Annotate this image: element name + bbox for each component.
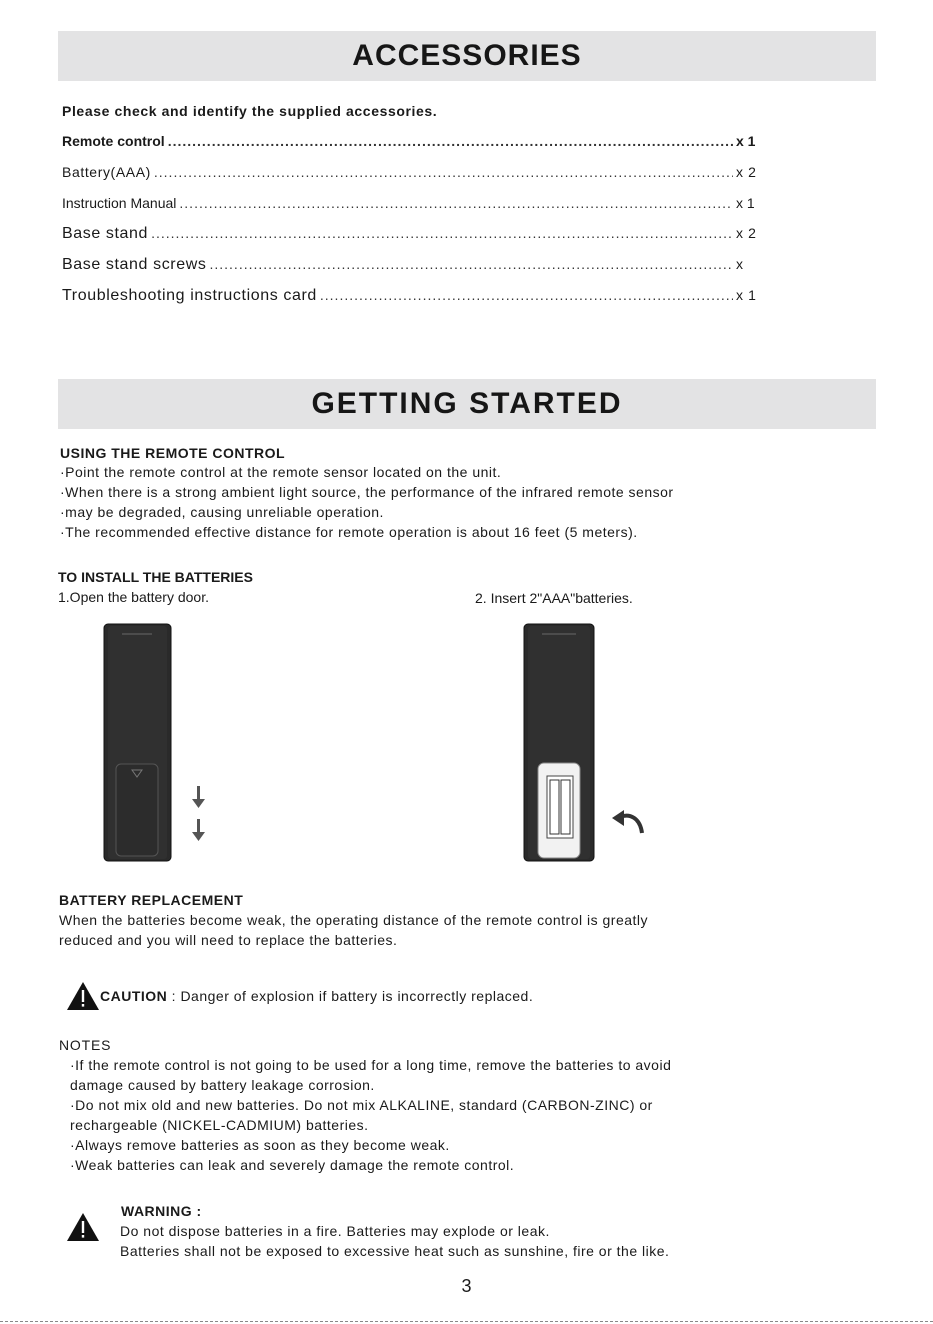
arrow-down-icon — [192, 786, 205, 808]
accessory-qty: x 2 — [736, 164, 757, 180]
note-line: damage caused by battery leakage corrosion. — [70, 1077, 375, 1093]
warning-text — [120, 1221, 669, 1261]
replacement-heading: BATTERY REPLACEMENT — [59, 892, 244, 908]
accessory-name: Base stand screws — [62, 256, 207, 273]
notes-list — [70, 1055, 671, 1175]
battery-step-2: 2. Insert 2"AAA"batteries. — [475, 590, 633, 606]
note-line: ·Do not mix old and new batteries. Do not mix ALKALINE, standard (CARBON-ZINC) or — [70, 1097, 653, 1113]
getting-started-title: GETTING STARTED — [58, 379, 876, 429]
replacement-line: reduced and you will need to replace the batteries. — [59, 932, 398, 948]
note-line: ·Always remove batteries as soon as they become weak. — [70, 1137, 450, 1153]
accessory-item — [62, 133, 762, 149]
accessory-name: Instruction Manual — [62, 195, 177, 211]
replacement-line: When the batteries become weak, the operating distance of the remote control is greatly — [59, 912, 649, 928]
note-line: rechargeable (NICKEL-CADMIUM) batteries. — [70, 1117, 369, 1133]
warning-line: Batteries shall not be exposed to excessive heat such as sunshine, fire or the like. — [120, 1243, 670, 1259]
remote-back-illustration — [100, 620, 220, 865]
accessory-qty: x 2 — [736, 225, 757, 241]
caution-label: CAUTION — [100, 988, 168, 1004]
warning-triangle-icon — [66, 1212, 100, 1242]
accessory-name: Battery(AAA) — [62, 164, 151, 180]
replacement-text — [59, 910, 648, 950]
remote-line: ·Point the remote control at the remote sensor located on the unit. — [60, 464, 502, 480]
accessory-qty: x — [736, 256, 744, 272]
notes-heading: NOTES — [59, 1037, 112, 1053]
warning-line: Do not dispose batteries in a fire. Batteries may explode or leak. — [120, 1223, 550, 1239]
remote-line: ·may be degraded, causing unreliable operation. — [60, 504, 384, 520]
accessory-qty: x 1 — [736, 133, 756, 149]
accessory-name: Base stand — [62, 225, 149, 242]
dot-leader — [154, 164, 733, 180]
accessory-item — [62, 225, 762, 243]
accessory-item — [62, 164, 762, 180]
dot-leader — [168, 133, 733, 149]
dot-leader — [151, 225, 733, 241]
caution-text: : Danger of explosion if battery is incorrectly replaced. — [167, 988, 534, 1004]
accessories-intro: Please check and identify the supplied accessories. — [62, 103, 438, 119]
battery-step-1: 1.Open the battery door. — [58, 589, 209, 605]
page-bottom-rule — [0, 1321, 933, 1322]
accessories-title: ACCESSORIES — [58, 31, 876, 81]
note-line: ·If the remote control is not going to be used for a long time, remove the batteries to avoid — [70, 1057, 672, 1073]
accessory-item — [62, 256, 762, 274]
accessory-qty: x 1 — [736, 287, 757, 303]
warning-label: WARNING : — [121, 1203, 202, 1219]
remote-line: ·When there is a strong ambient light source, the performance of the infrared remote sensor — [60, 484, 674, 500]
accessory-qty: x 1 — [736, 195, 755, 211]
arrow-down-icon — [192, 819, 205, 841]
accessory-item — [62, 287, 762, 305]
remote-instructions — [60, 462, 674, 542]
note-line: ·Weak batteries can leak and severely damage the remote control. — [70, 1157, 515, 1173]
accessory-name: Remote control — [62, 133, 165, 149]
warning-triangle-icon — [66, 981, 100, 1011]
curved-arrow-icon — [612, 810, 642, 833]
batteries-heading: TO INSTALL THE BATTERIES — [58, 569, 253, 585]
dot-leader — [320, 287, 733, 303]
dot-leader — [209, 256, 733, 272]
remote-line: ·The recommended effective distance for remote operation is about 16 feet (5 meters). — [60, 524, 638, 540]
remote-batteries-illustration — [520, 620, 655, 865]
accessory-name: Troubleshooting instructions card — [62, 287, 317, 304]
page-number: 3 — [461, 1276, 472, 1296]
caution-notice — [66, 981, 533, 1011]
accessory-item — [62, 195, 762, 211]
dot-leader — [179, 195, 733, 211]
remote-heading: USING THE REMOTE CONTROL — [60, 445, 286, 461]
